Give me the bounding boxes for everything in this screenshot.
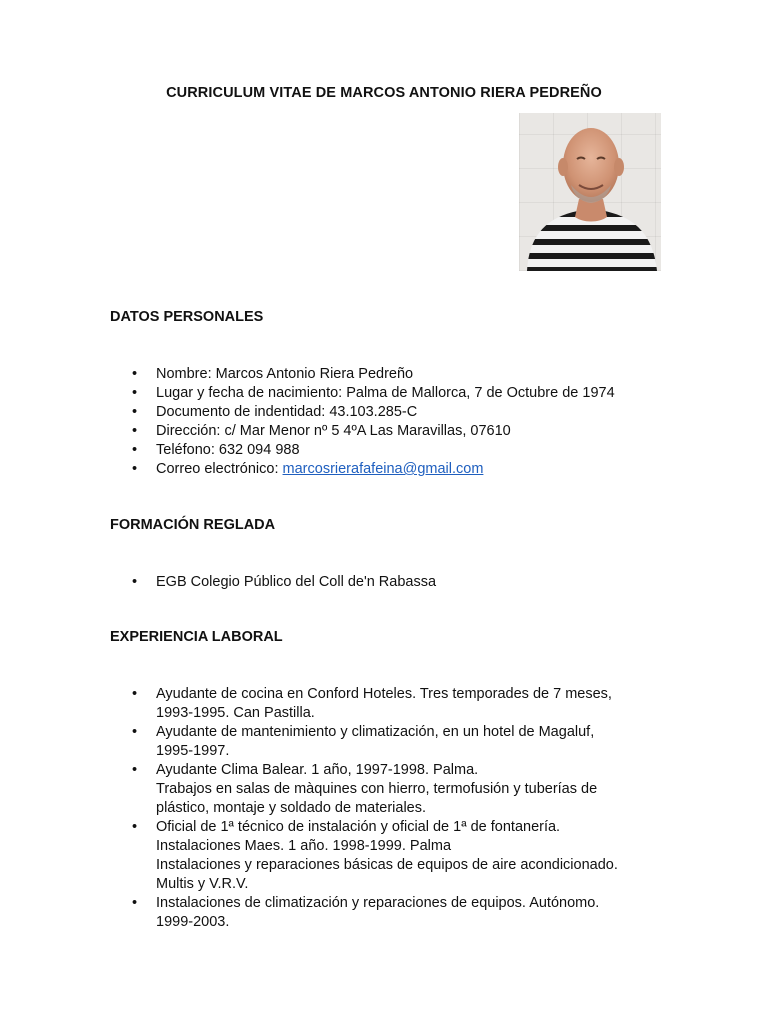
experience-line: Ayudante de cocina en Conford Hoteles. Tres temporades de 7 meses, xyxy=(156,686,612,702)
personal-name: Nombre: Marcos Antonio Riera Pedreño xyxy=(156,366,414,382)
personal-phone: Teléfono: 632 094 988 xyxy=(156,442,300,458)
list-item xyxy=(110,441,670,460)
email-link[interactable]: marcosrierafafeina@gmail.com xyxy=(282,461,484,477)
personal-data-list xyxy=(110,365,670,479)
list-item xyxy=(110,422,670,441)
experience-line: Multis y V.R.V. xyxy=(156,876,249,892)
experience-line: 1993-1995. Can Pastilla. xyxy=(156,705,315,721)
experience-line: Trabajos en salas de màquines con hierro, termofusión y tuberías de xyxy=(156,781,598,797)
personal-address: Dirección: c/ Mar Menor nº 5 4ºA Las Maravillas, 07610 xyxy=(156,423,511,439)
experience-line: 1999-2003. xyxy=(156,914,230,930)
education-list xyxy=(110,573,670,592)
bullet-icon: • xyxy=(132,385,138,401)
list-item xyxy=(110,723,670,761)
document-title: CURRICULUM VITAE DE MARCOS ANTONIO RIERA PEDREÑO xyxy=(166,85,602,101)
bullet-icon: • xyxy=(132,762,138,778)
list-item xyxy=(110,573,670,592)
list-item xyxy=(110,761,670,818)
bullet-icon: • xyxy=(132,442,138,458)
experience-line: Instalaciones Maes. 1 año. 1998-1999. Palma xyxy=(156,838,452,854)
section-heading-formacion: FORMACIÓN REGLADA xyxy=(110,517,276,533)
list-item xyxy=(110,818,670,894)
experience-line: Instalaciones de climatización y reparaciones de equipos. Autónomo. xyxy=(156,895,600,911)
experience-line: Oficial de 1ª técnico de instalación y oficial de 1ª de fontanería. xyxy=(156,819,561,835)
bullet-icon: • xyxy=(132,686,138,702)
bullet-icon: • xyxy=(132,819,138,835)
email-label: Correo electrónico: xyxy=(156,461,283,477)
personal-id: Documento de indentidad: 43.103.285-C xyxy=(156,404,418,420)
list-item xyxy=(110,365,670,384)
list-item xyxy=(110,384,670,403)
personal-birth: Lugar y fecha de nacimiento: Palma de Mallorca, 7 de Octubre de 1974 xyxy=(156,385,615,401)
list-item xyxy=(110,685,670,723)
list-item xyxy=(110,460,670,479)
education-item: EGB Colegio Público del Coll de'n Rabassa xyxy=(156,574,437,590)
bullet-icon: • xyxy=(132,461,138,477)
section-heading-experiencia: EXPERIENCIA LABORAL xyxy=(110,629,283,645)
experience-line: Instalaciones y reparaciones básicas de equipos de aire acondicionado. xyxy=(156,857,618,873)
profile-photo xyxy=(519,113,661,271)
experience-line: 1995-1997. xyxy=(156,743,230,759)
bullet-icon: • xyxy=(132,404,138,420)
bullet-icon: • xyxy=(132,895,138,911)
list-item xyxy=(110,894,670,932)
experience-line: Ayudante de mantenimiento y climatización, en un hotel de Magaluf, xyxy=(156,724,595,740)
section-heading-datos-personales: DATOS PERSONALES xyxy=(110,309,264,325)
list-item xyxy=(110,403,670,422)
bullet-icon: • xyxy=(132,574,138,590)
experience-list xyxy=(110,685,670,932)
bullet-icon: • xyxy=(132,724,138,740)
experience-line: Ayudante Clima Balear. 1 año, 1997-1998. Palma. xyxy=(156,762,479,778)
experience-line: plástico, montaje y soldado de materiales. xyxy=(156,800,427,816)
bullet-icon: • xyxy=(132,423,138,439)
bullet-icon: • xyxy=(132,366,138,382)
